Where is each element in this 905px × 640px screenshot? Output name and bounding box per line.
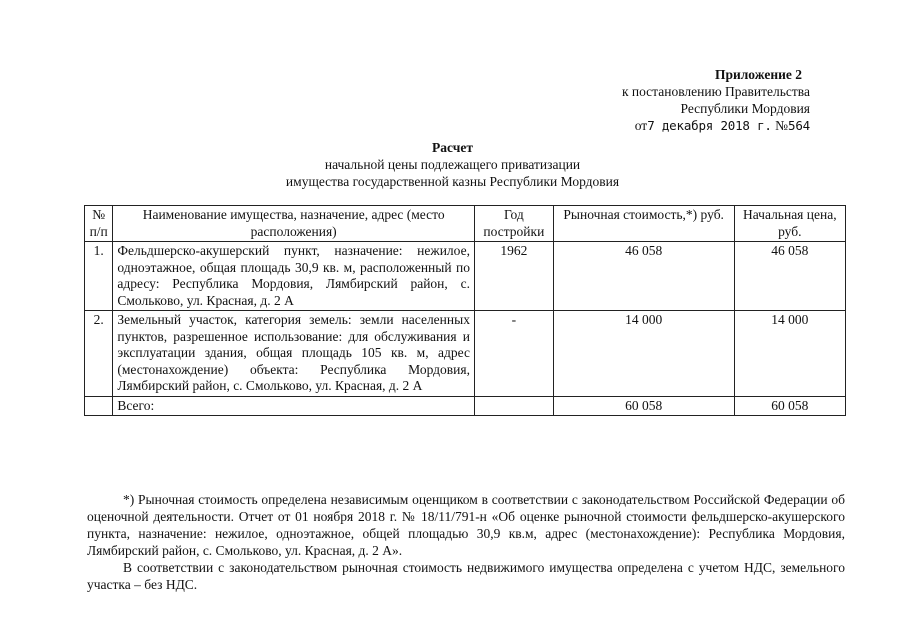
header-start: Начальная цена, руб. xyxy=(734,206,845,242)
handwritten-date: 7 декабря 2018 г. xyxy=(647,118,772,133)
footnote-paragraph-1: *) Рыночная стоимость определена независимым оценщиком в соответствии с законодательством Российской Федерации об оценочной деятельности. Отчет от 01 ноября 2018 г. № 18/11/791-н «Об оценке рыночной стоимости фельдшерско-акушерского пункта, назначение: нежилое, одноэтажное, общей площадью 30,9 кв.м, адрес (местонахождение): Республика Мордовия, Лямбирский район, с. Смольково, ул. Красная, д. 2 А». xyxy=(87,492,845,558)
header-year: Год постройки xyxy=(474,206,553,242)
row-name: Фельдшерско-акушерский пункт, назначение: нежилое, одноэтажное, общая площадь 30,9 кв. м, расположенный по адресу: Республика Мордовия, Лямбирский район, с. Смольково, ул. Красная, д. 2 А xyxy=(113,242,475,311)
total-num-empty xyxy=(85,396,113,416)
appendix-date-line xyxy=(622,117,810,134)
row-year: - xyxy=(474,311,553,397)
header-name: Наименование имущества, назначение, адрес (место расположения) xyxy=(113,206,475,242)
number-prefix: № xyxy=(775,118,789,133)
calculation-table xyxy=(84,205,846,416)
table-row xyxy=(85,311,846,397)
document-title xyxy=(0,139,905,190)
total-market: 60 058 xyxy=(553,396,734,416)
table-total-row xyxy=(85,396,846,416)
header-num: № п/п xyxy=(85,206,113,242)
title-line-3: имущества государственной казны Республики Мордовия xyxy=(285,174,620,189)
row-num: 1. xyxy=(85,242,113,311)
appendix-title: Приложение 2 xyxy=(714,67,802,82)
title-line-1: Расчет xyxy=(432,140,473,155)
row-num: 2. xyxy=(85,311,113,397)
appendix-line-1: к постановлению Правительства xyxy=(621,84,810,99)
row-market: 14 000 xyxy=(553,311,734,397)
footnote-block xyxy=(87,491,845,593)
row-market: 46 058 xyxy=(553,242,734,311)
row-start: 46 058 xyxy=(734,242,845,311)
row-start: 14 000 xyxy=(734,311,845,397)
table-header-row xyxy=(85,206,846,242)
date-prefix: от xyxy=(634,118,648,133)
header-market: Рыночная стоимость,*) руб. xyxy=(553,206,734,242)
appendix-block xyxy=(622,66,810,134)
total-label: Всего: xyxy=(113,396,475,416)
table-row xyxy=(85,242,846,311)
row-name: Земельный участок, категория земель: земли населенных пунктов, разрешенное использование: для обслуживания и эксплуатации здания, общая площадь 105 кв. м, адрес (местонахождение) объекта: Республика Мордовия, Лямбирский район, с. Смольково, ул. Красная, д. 2 А xyxy=(113,311,475,397)
title-line-2: начальной цены подлежащего приватизации xyxy=(324,157,581,172)
total-start: 60 058 xyxy=(734,396,845,416)
appendix-line-2: Республики Мордовия xyxy=(680,101,810,116)
row-year: 1962 xyxy=(474,242,553,311)
total-year-empty xyxy=(474,396,553,416)
handwritten-number: 564 xyxy=(788,118,810,133)
footnote-paragraph-2: В соответствии с законодательством рыночная стоимость недвижимого имущества определена с учетом НДС, земельного участка – без НДС. xyxy=(87,560,845,592)
